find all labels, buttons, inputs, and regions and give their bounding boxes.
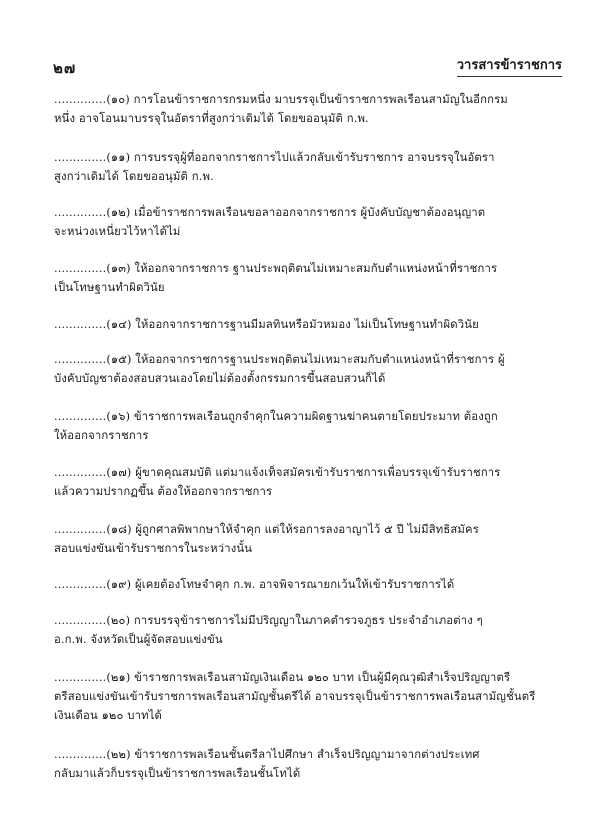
- statement-continuation: กลับมาแล้วก็บรรจุเป็นข้าราชการพลเรือนชั้นโทได้: [54, 767, 301, 780]
- statement-text: ..............(๑๕) ให้ออกจากราชการฐานประพฤติตนไม่เหมาะสมกับตำแหน่งหน้าที่ราชการ ผู้: [54, 353, 505, 366]
- statement-continuation: สูงกว่าเดิมได้ โดยขออนุมัติ ก.พ.: [54, 170, 214, 183]
- statement-text: ..............(๑๒) เมื่อข้าราชการพลเรือนขอลาออกจากราชการ ผู้บังคับบัญชาต้องอนุญาต: [54, 206, 486, 219]
- statement-item: [54, 350, 554, 388]
- statement-text: ..............(๑๖) ข้าราชการพลเรือนถูกจำคุกในความผิดฐานฆ่าคนตายโดยประมาท ต้องถูก: [54, 410, 498, 423]
- statement-continuation: อ.ก.พ. จังหวัดเป็นผู้จัดสอบแข่งขัน: [54, 633, 223, 646]
- statement-item: [54, 148, 554, 186]
- statement-text: ..............(๑๙) ผู้เคยต้องโทษจำคุก ก.พ. อาจพิจารณายกเว้นให้เข้ารับราชการได้: [54, 578, 455, 591]
- statement-text: ..............(๑๘) ผู้ถูกศาลพิพากษาให้จำคุก แต่ให้รอการลงอาญาไว้ ๕ ปี ไม่มีสิทธิสมัคร: [54, 523, 479, 536]
- statement-text: ..............(๑๐) การโอนข้าราชการกรมหนึ่ง มาบรรจุเป็นข้าราชการพลเรือนสามัญในอีกกรม: [54, 93, 508, 106]
- statement-text: ..............(๒๐) การบรรจุข้าราชการไม่มีปริญญาในภาคตำรวจภูธร ประจำอำเภอต่าง ๆ: [54, 614, 483, 627]
- statement-continuation: เป็นโทษฐานทำผิดวินัย: [54, 281, 165, 294]
- statement-text: ..............(๑๑) การบรรจุผู้ที่ออกจากราชการไปแล้วกลับเข้ารับราชการ อาจบรรจุในอัตรา: [54, 151, 495, 164]
- running-title: วารสารข้าราชการ: [457, 54, 562, 77]
- statement-item: [54, 575, 554, 594]
- statement-item: [54, 745, 554, 783]
- statement-continuation: เงินเดือน ๑๒๐ บาทได้: [54, 709, 163, 722]
- statement-text: ..............(๒๒) ข้าราชการพลเรือนชั้นตรีลาไปศึกษา สำเร็จปริญญามาจากต่างประเทศ: [54, 748, 480, 761]
- statement-text: ..............(๒๑) ข้าราชการพลเรือนสามัญเงินเดือน ๑๒๐ บาท เป็นผู้มีคุณวุฒิสำเร็จปริญญาตรี: [54, 671, 511, 684]
- statement-continuation: สอบแข่งขันเข้ารับราชการในระหว่างนั้น: [54, 542, 253, 555]
- statement-continuation: หนึ่ง อาจโอนมาบรรจุในอัตราที่สูงกว่าเดิมได้ โดยขออนุมัติ ก.พ.: [54, 112, 369, 125]
- statement-continuation: บังคับบัญชาต้องสอบสวนเองโดยไม่ต้องตั้งกรรมการขึ้นสอบสวนก็ได้: [54, 372, 386, 385]
- statement-item: [54, 463, 554, 501]
- statement-text: ..............(๑๔) ให้ออกจากราชการฐานมีมลทินหรือมัวหมอง ไม่เป็นโทษฐานทำผิดวินัย: [54, 318, 479, 331]
- statement-continuation: ให้ออกจากราชการ: [54, 429, 149, 442]
- statement-continuation: ตรีสอบแข่งขันเข้ารับราชการพลเรือนสามัญชั้นตรีได้ อาจบรรจุเป็นข้าราชการพลเรือนสามัญชั้นตรี: [54, 690, 536, 703]
- statement-item: [54, 407, 554, 445]
- statement-text: ..............(๑๗) ผู้ขาดคุณสมบัติ แต่มาแจ้งเท็จสมัครเข้ารับราชการเพื่อบรรจุเข้ารับราชการ: [54, 466, 501, 479]
- statement-continuation: แล้วความปรากฏขึ้น ต้องให้ออกจากราชการ: [54, 485, 273, 498]
- statement-continuation: จะหน่วงเหนี่ยวไว้หาได้ไม่: [54, 225, 181, 238]
- statement-item: [54, 259, 554, 297]
- statement-text: ..............(๑๓) ให้ออกจากราชการ ฐานประพฤติตนไม่เหมาะสมกับตำแหน่งหน้าที่ราชการ: [54, 262, 498, 275]
- statement-item: [54, 520, 554, 558]
- statement-item: [54, 611, 554, 649]
- statement-item: [54, 668, 554, 725]
- page-number: ๒๗: [53, 59, 77, 77]
- statement-item: [54, 90, 554, 128]
- statement-item: [54, 203, 554, 241]
- statement-item: [54, 315, 554, 334]
